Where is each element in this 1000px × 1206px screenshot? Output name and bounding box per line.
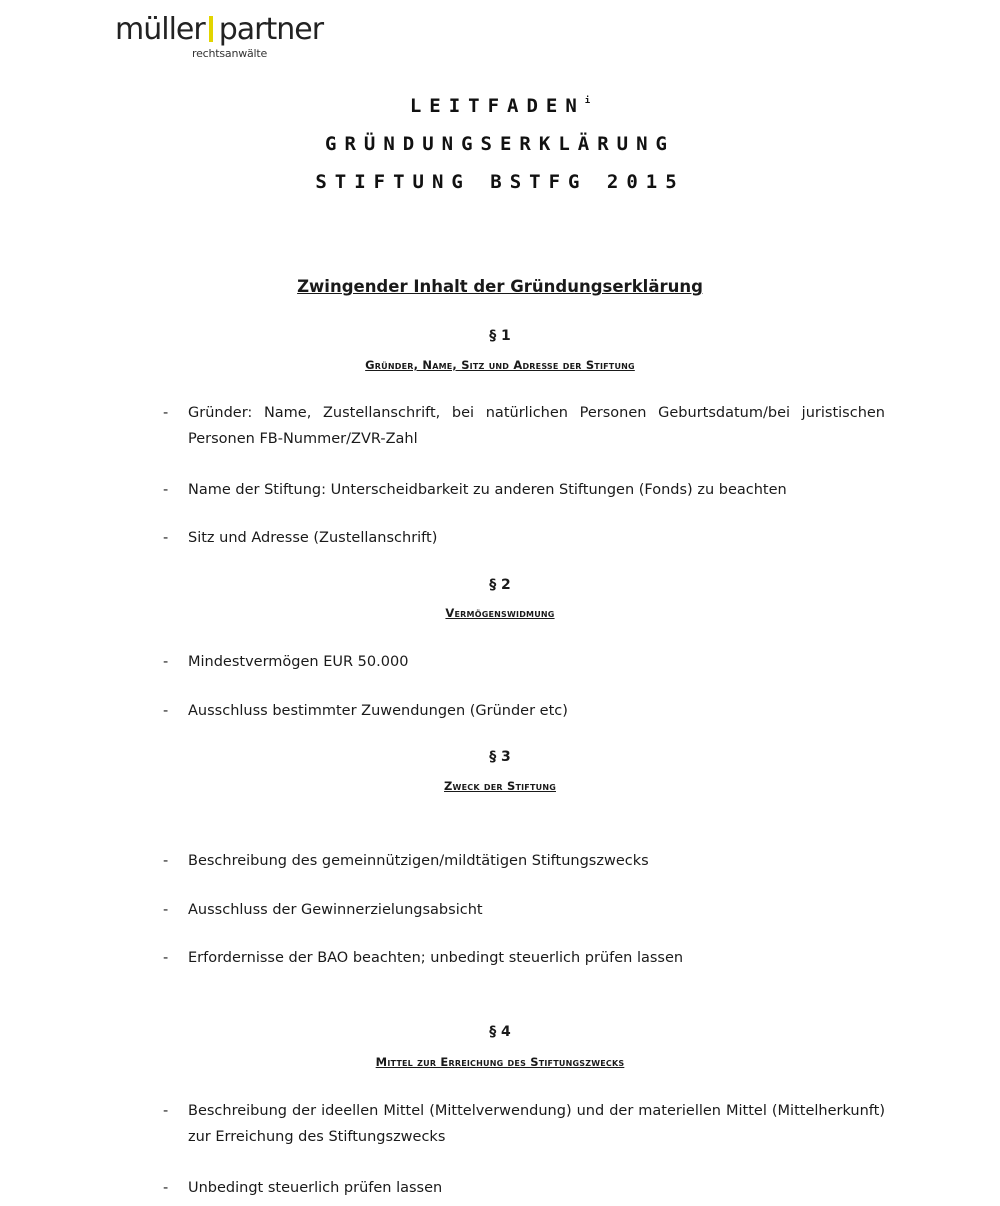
list-item xyxy=(163,477,885,503)
list-item-text: Name der Stiftung: Unterscheidbarkeit zu anderen Stiftungen (Fonds) zu beachten xyxy=(188,482,787,498)
list-item-text: Ausschluss der Gewinnerzielungsabsicht xyxy=(188,902,483,918)
paragraph-number: § 3 xyxy=(489,749,511,765)
title-line-2: GRÜNDUNGSERKLÄRUNG xyxy=(325,133,675,155)
list-item-text: Beschreibung der ideellen Mittel (Mittelverwendung) und der materiellen Mittel (Mittelherkunft) zur Erreichung des Stiftungszwecks xyxy=(188,1103,885,1145)
list-item xyxy=(163,1175,885,1201)
list-item xyxy=(163,400,885,452)
title-line-1 xyxy=(0,95,1000,117)
list-item-text: Gründer: Name, Zustellanschrift, bei natürlichen Personen Geburtsdatum/bei juristischen Personen FB-Nummer/ZVR-Zahl xyxy=(188,405,885,447)
list-item-text: Sitz und Adresse (Zustellanschrift) xyxy=(188,530,438,546)
list-dash: - xyxy=(163,853,169,869)
list-item-text: Beschreibung des gemeinnützigen/mildtätigen Stiftungszwecks xyxy=(188,853,649,869)
paragraph-number: § 4 xyxy=(489,1024,511,1040)
title-leitfaden: LEITFADEN xyxy=(409,95,585,117)
paragraph-title: Vermögenswidmung xyxy=(445,606,555,620)
logo-tagline: rechtsanwälte xyxy=(192,47,268,60)
list-dash: - xyxy=(163,1180,169,1196)
list-dash: - xyxy=(163,1103,169,1119)
list-dash: - xyxy=(163,950,169,966)
list-item-text: Ausschluss bestimmter Zuwendungen (Gründer etc) xyxy=(188,703,568,719)
paragraph-number: § 1 xyxy=(489,328,511,344)
list-item xyxy=(163,698,885,724)
paragraph-title: Gründer, Name, Sitz und Adresse der Stiftung xyxy=(365,358,635,372)
list-dash: - xyxy=(163,530,169,546)
list-item xyxy=(163,848,885,874)
list-dash: - xyxy=(163,405,169,421)
list-dash: - xyxy=(163,902,169,918)
section-heading: Zwingender Inhalt der Gründungserklärung xyxy=(297,277,703,296)
firm-logo xyxy=(115,12,375,60)
title-footnote-marker: i xyxy=(584,96,591,106)
logo-separator xyxy=(209,16,213,42)
list-dash: - xyxy=(163,482,169,498)
list-item xyxy=(163,1098,885,1150)
list-item xyxy=(163,525,885,551)
list-dash: - xyxy=(163,703,169,719)
paragraph-title: Zweck der Stiftung xyxy=(444,779,556,793)
list-item xyxy=(163,945,885,971)
list-item xyxy=(163,897,885,923)
title-line-3: STIFTUNG BSTFG 2015 xyxy=(315,171,685,193)
list-item xyxy=(163,649,885,675)
list-item-text: Unbedingt steuerlich prüfen lassen xyxy=(188,1180,443,1196)
list-item-text: Erfordernisse der BAO beachten; unbedingt steuerlich prüfen lassen xyxy=(188,950,684,966)
logo-brand-right: partner xyxy=(218,12,324,47)
list-dash: - xyxy=(163,654,169,670)
paragraph-title: Mittel zur Erreichung des Stiftungszwecks xyxy=(375,1055,625,1069)
list-item-text: Mindestvermögen EUR 50.000 xyxy=(188,654,409,670)
paragraph-number: § 2 xyxy=(489,577,511,593)
logo-wordmark xyxy=(115,12,375,48)
logo-brand-left: müller xyxy=(115,12,205,47)
